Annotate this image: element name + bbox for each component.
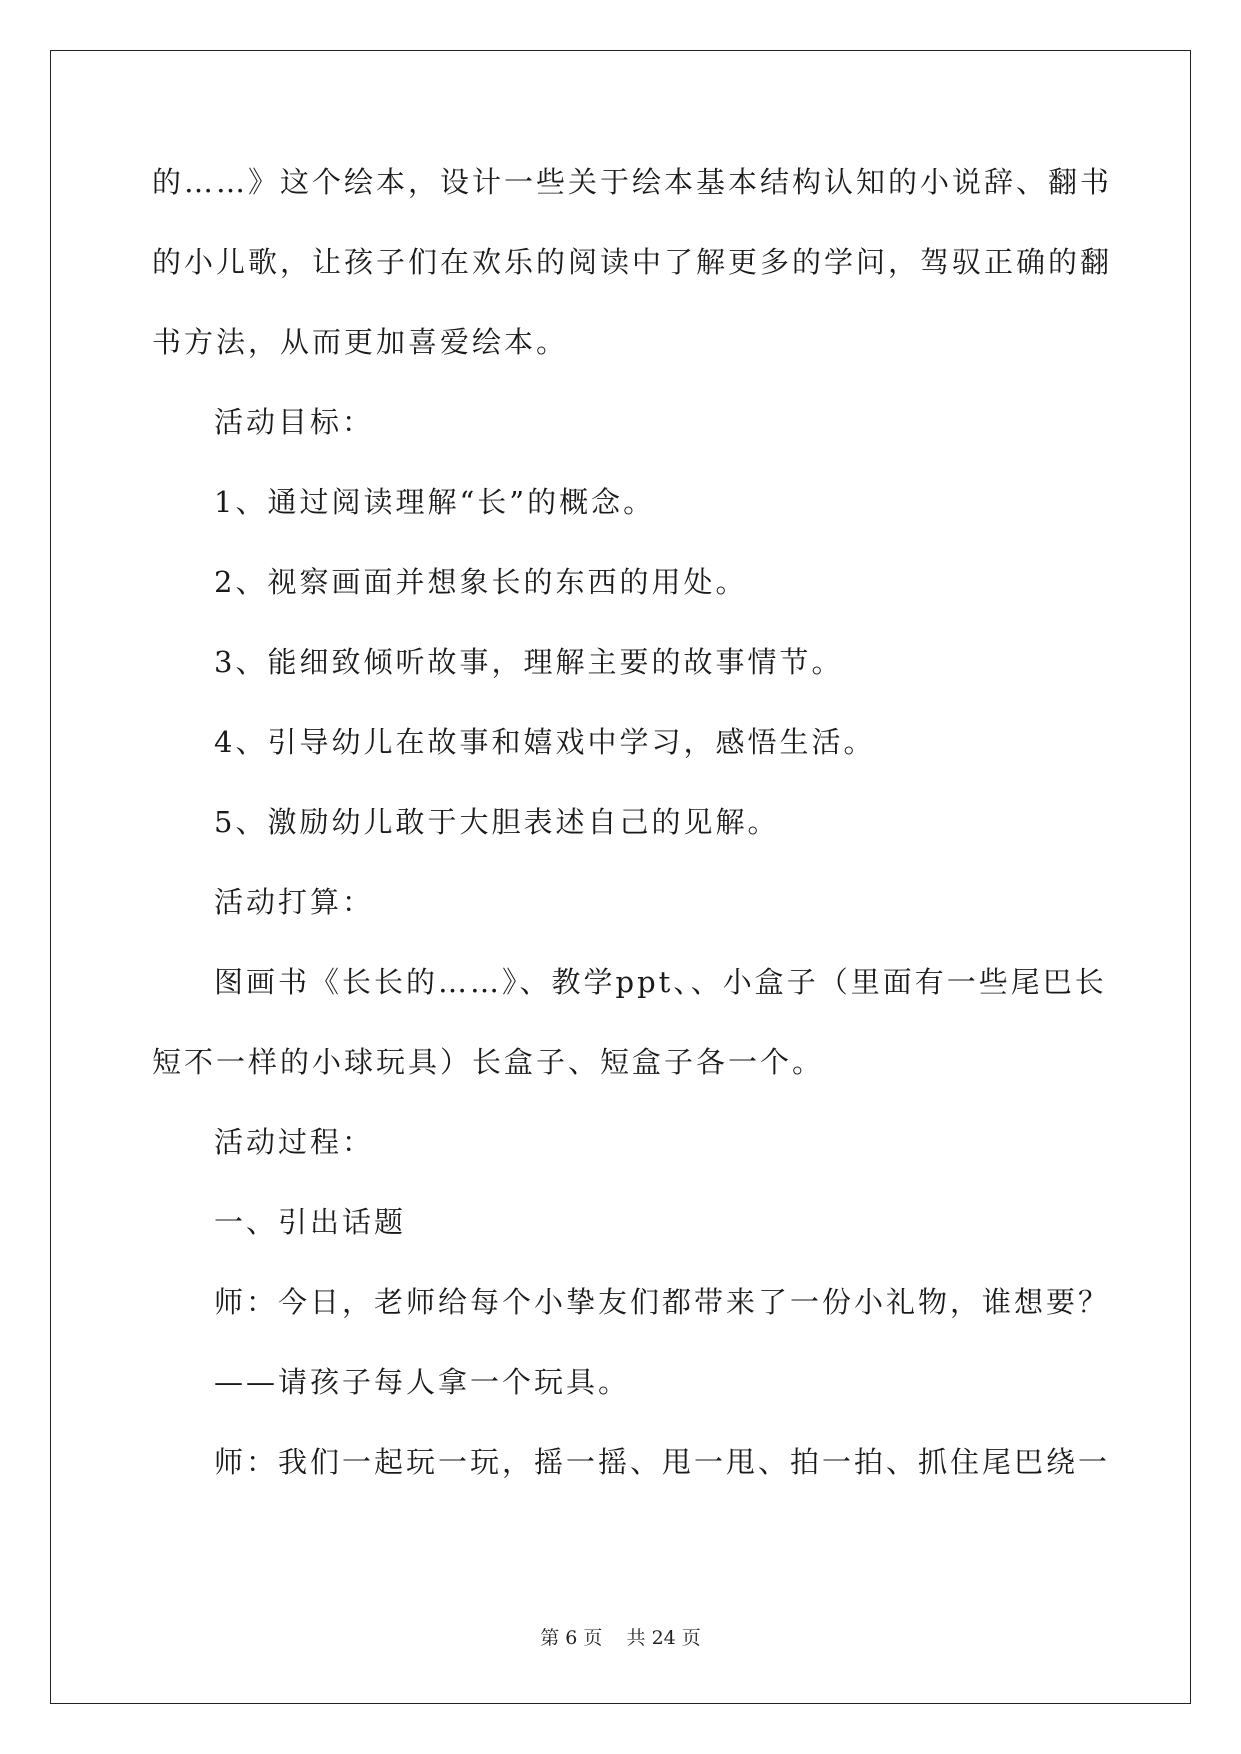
text-line-2: 的小儿歌，让孩子们在欢乐的阅读中了解更多的学问，驾驭正确的翻 [152, 245, 1113, 279]
teacher-line-2: 师：我们一起玩一玩，摇一摇、甩一甩、拍一拍、抓住尾巴绕一 [214, 1445, 1111, 1479]
goal-item-3: 3、能细致倾听故事，理解主要的故事情节。 [214, 645, 844, 679]
goal-item-1: 1、通过阅读理解“长”的概念。 [214, 485, 656, 519]
page-number-footer [0, 1626, 1241, 1650]
text-line-3: 书方法，从而更加喜爱绘本。 [152, 325, 569, 359]
section-heading-process: 活动过程： [214, 1125, 375, 1159]
goal-item-2: 2、视察画面并想象长的东西的用处。 [214, 565, 748, 599]
instruction-line: ——请孩子每人拿一个玩具。 [214, 1365, 631, 1399]
document-body [152, 163, 1113, 1523]
page-number-text: 第 6 页 共 24 页 [540, 1627, 701, 1649]
goal-item-5: 5、激励幼儿敢于大胆表述自己的见解。 [214, 805, 780, 839]
section-heading-goals: 活动目标： [214, 405, 375, 439]
teacher-line-1: 师：今日，老师给每个小挚友们都带来了一份小礼物，谁想要？ [214, 1285, 1111, 1319]
goal-item-4: 4、引导幼儿在故事和嬉戏中学习，感悟生活。 [214, 725, 876, 759]
preparation-line-2: 短不一样的小球玩具）长盒子、短盒子各一个。 [152, 1045, 825, 1079]
preparation-line-1: 图画书《长长的……》、教学ppt、、小盒子（里面有一些尾巴长 [214, 965, 1107, 999]
section-heading-preparation: 活动打算： [214, 885, 375, 919]
text-line-1: 的……》这个绘本，设计一些关于绘本基本结构认知的小说辞、翻书 [152, 165, 1113, 199]
process-step-heading: 一、引出话题 [214, 1205, 407, 1239]
